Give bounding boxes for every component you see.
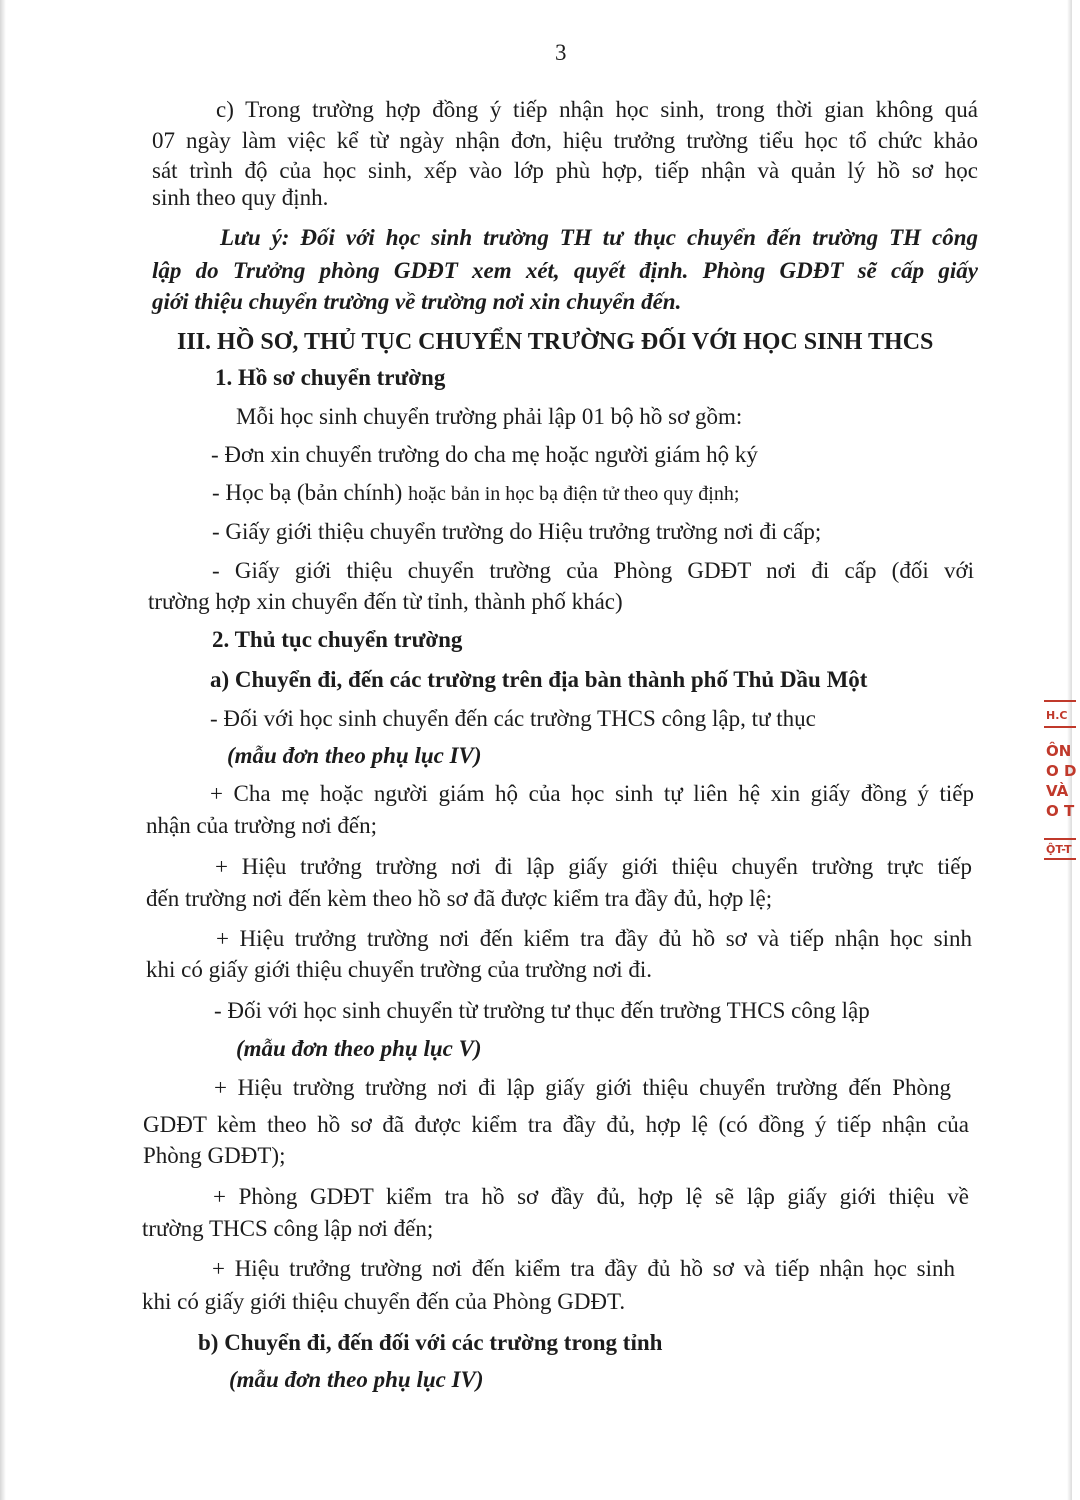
stamp-fragment-6: ỘT-T: [1046, 843, 1072, 856]
section-c-line-1: c) Trong trường hợp đồng ý tiếp nhận học sinh, trong thời gian không quá: [216, 97, 978, 122]
ho-so-intro: Mỗi học sinh chuyển trường phải lập 01 bộ hồ sơ gồm:: [236, 404, 743, 429]
stamp-rule: [1044, 838, 1076, 840]
ho-so-item-4-line-2: trường hợp xin chuyển đến từ tỉnh, thành phố khác): [148, 589, 623, 614]
stamp-fragment-5: O T: [1046, 802, 1075, 820]
ho-so-item-1: - Đơn xin chuyển trường do cha mẹ hoặc người giám hộ ký: [211, 442, 758, 467]
subsection-a-title: a) Chuyển đi, đến các trường trên địa bàn thành phố Thủ Dầu Một: [210, 667, 868, 692]
a-para-5-line-2: trường THCS công lập nơi đến;: [142, 1216, 434, 1241]
a-item-2: - Đối với học sinh chuyển từ trường tư thục đến trường THCS công lập: [214, 998, 870, 1023]
stamp-rule: [1044, 858, 1076, 860]
ho-so-item-2-main: - Học bạ (bản chính): [212, 480, 403, 505]
stamp-rule: [1044, 700, 1076, 702]
stamp-rule: [1044, 726, 1076, 728]
note-line-1: Lưu ý: Đối với học sinh trường TH tư thục chuyển đến trường TH công: [220, 225, 978, 250]
stamp-fragment-1: H.C: [1046, 709, 1068, 722]
stamp-fragment-3: O D: [1046, 762, 1077, 780]
ho-so-item-4-line-1: - Giấy giới thiệu chuyển trường của Phòng GDĐT nơi đi cấp (đối với: [212, 558, 974, 583]
scan-edge-left: [0, 0, 6, 1500]
a-para-1-line-1: + Cha mẹ hoặc người giám hộ của học sinh tự liên hệ xin giấy đồng ý tiếp: [210, 781, 974, 806]
a-para-4-line-3: Phòng GDĐT);: [143, 1143, 286, 1168]
section-c-line-2: 07 ngày làm việc kể từ ngày nhận đơn, hiệu trưởng trường tiểu học tổ chức khảo: [152, 128, 978, 153]
heading-ho-so: 1. Hồ sơ chuyển trường: [215, 365, 446, 390]
ho-so-item-2-note: hoặc bản in học bạ điện tử theo quy định;: [408, 483, 740, 505]
red-stamp-fragment: [1040, 696, 1080, 866]
note-line-2: lập do Trưởng phòng GDĐT xem xét, quyết định. Phòng GDĐT sẽ cấp giấy: [152, 258, 978, 283]
a-para-6-line-1: + Hiệu trưởng trường nơi đến kiểm tra đầy đủ hồ sơ và tiếp nhận học sinh: [212, 1256, 955, 1281]
stamp-fragment-2: ÔN: [1046, 742, 1072, 760]
section-c-line-3: sát trình độ của học sinh, xếp vào lớp phù hợp, tiếp nhận và quản lý hồ sơ học: [152, 158, 978, 183]
a-para-1-line-2: nhận của trường nơi đến;: [146, 813, 377, 838]
section-iii-title: III. HỒ SƠ, THỦ TỤC CHUYỂN TRƯỜNG ĐỐI VỚI HỌC SINH THCS: [177, 329, 934, 355]
heading-thu-tuc: 2. Thủ tục chuyển trường: [212, 627, 463, 652]
a-form-1: (mẫu đơn theo phụ lục IV): [227, 743, 482, 768]
a-para-2-line-2: đến trường nơi đến kèm theo hồ sơ đã được kiểm tra đầy đủ, hợp lệ;: [146, 886, 773, 911]
a-para-6-line-2: khi có giấy giới thiệu chuyển đến của Phòng GDĐT.: [142, 1289, 626, 1314]
a-para-5-line-1: + Phòng GDĐT kiểm tra hồ sơ đầy đủ, hợp lệ sẽ lập giấy giới thiệu về: [213, 1184, 969, 1209]
a-para-3-line-2: khi có giấy giới thiệu chuyển trường của trường nơi đi.: [146, 957, 653, 982]
a-para-3-line-1: + Hiệu trưởng trường nơi đến kiểm tra đầy đủ hồ sơ và tiếp nhận học sinh: [216, 926, 972, 951]
a-para-4-line-2: GDĐT kèm theo hồ sơ đã được kiểm tra đầy đủ, hợp lệ (có đồng ý tiếp nhận của: [143, 1112, 969, 1137]
stamp-fragment-4: VÀ: [1046, 782, 1069, 800]
a-para-2-line-1: + Hiệu trưởng trường nơi đi lập giấy giới thiệu chuyển trường trực tiếp: [215, 854, 972, 879]
ho-so-item-2: [212, 481, 739, 504]
note-line-3: giới thiệu chuyển trường về trường nơi xin chuyển đến.: [152, 289, 682, 314]
b-form: (mẫu đơn theo phụ lục IV): [229, 1367, 484, 1392]
section-c-line-4: sinh theo quy định.: [152, 185, 329, 210]
a-item-1: - Đối với học sinh chuyển đến các trường THCS công lập, tư thục: [210, 706, 816, 731]
a-form-2: (mẫu đơn theo phụ lục V): [236, 1036, 482, 1061]
a-para-4-line-1: + Hiệu trường trường nơi đi lập giấy giới thiệu chuyển trường đến Phòng: [214, 1075, 951, 1100]
page-number: 3: [555, 40, 567, 65]
subsection-b-title: b) Chuyển đi, đến đối với các trường trong tỉnh: [198, 1330, 663, 1355]
ho-so-item-3: - Giấy giới thiệu chuyển trường do Hiệu trưởng trường nơi đi cấp;: [212, 519, 822, 544]
